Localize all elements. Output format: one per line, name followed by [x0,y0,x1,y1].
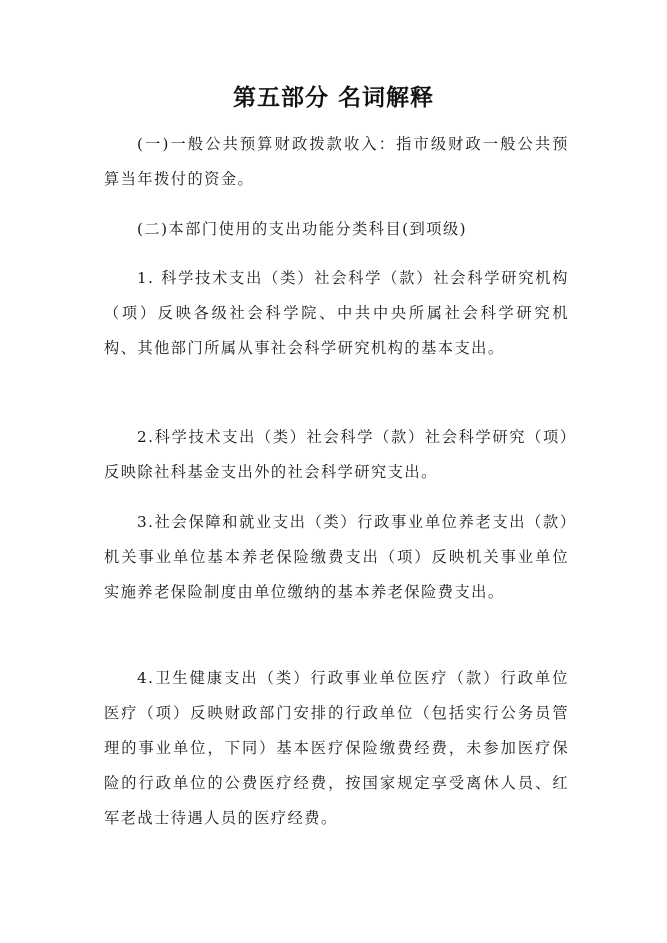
paragraph-budget-revenue-definition: (一)一般公共预算财政拨款收入：指市级财政一般公共预算当年拨付的资金。 [104,135,569,188]
page-title: 第五部分 名词解释 [232,85,434,111]
paragraph-function-classification-heading: (二)本部门使用的支出功能分类科目(到项级) [137,220,468,238]
paragraph-item-3: 3.社会保障和就业支出（类）行政事业单位养老支出（款）机关事业单位基本养老保险缴费支出（项）反映机关事业单位实施养老保险制度由单位缴纳的基本养老保险费支出。 [104,513,569,601]
paragraph-item-2: 2.科学技术支出（类）社会科学（款）社会科学研究（项）反映除社科基金支出外的社会科学研究支出。 [104,428,569,481]
paragraph-item-1: 1. 科学技术支出（类）社会科学（款）社会科学研究机构（项）反映各级社会科学院、中共中央所属社会科学研究机构、其他部门所属从事社会科学研究机构的基本支出。 [104,269,569,357]
paragraph-item-4: 4.卫生健康支出（类）行政事业单位医疗（款）行政单位医疗（项）反映财政部门安排的行政单位（包括实行公务员管理的事业单位，下同）基本医疗保险缴费经费，未参加医疗保险的行政单位的公费医疗经费，按国家规定享受离休人员、红军老战士待遇人员的医疗经费。 [104,669,569,827]
